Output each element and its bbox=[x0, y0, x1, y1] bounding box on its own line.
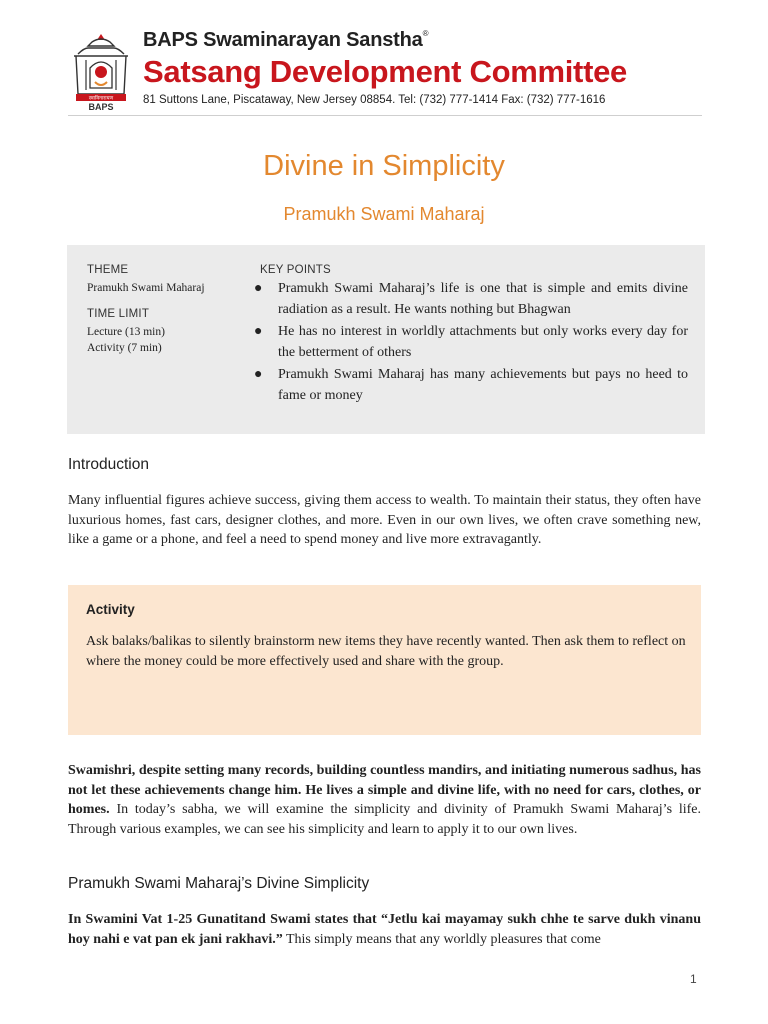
org-name: BAPS Swaminarayan Sanstha® bbox=[143, 29, 429, 51]
page-number: 1 bbox=[690, 972, 697, 986]
swamishri-normal-text: In today’s sabha, we will examine the simplicity and divinity of Pramukh Swami Maharaj’s life. Through various examples, we can see his simplicity and learn to apply it to our own lives. bbox=[68, 802, 701, 837]
theme-label: THEME bbox=[87, 264, 129, 276]
key-point: ● Pramukh Swami Maharaj has many achievements but pays no heed to fame or money bbox=[254, 364, 688, 406]
key-point: ● He has no interest in worldly attachments but only works every day for the betterment of others bbox=[254, 321, 688, 363]
time-lecture: Lecture (13 min) bbox=[87, 326, 165, 338]
section-heading-divine-simplicity: Pramukh Swami Maharaj’s Divine Simplicity bbox=[68, 875, 370, 892]
bullet-icon: ● bbox=[254, 281, 263, 296]
section2-paragraph bbox=[68, 910, 701, 949]
bullet-icon: ● bbox=[254, 324, 263, 339]
section2-normal-text: This simply means that any worldly pleasures that come bbox=[282, 931, 601, 947]
section2-bold-text: In Swamini Vat 1-25 Gunatitand Swami states that “Jetlu kai mayamay sukh chhe te sarve dukh vinanu hoy nahi e vat pan ek jani rakhavi.” bbox=[68, 912, 701, 947]
time-limit-label: TIME LIMIT bbox=[87, 308, 150, 320]
time-activity: Activity (7 min) bbox=[87, 342, 162, 354]
key-points-list bbox=[254, 278, 688, 407]
header-divider bbox=[68, 115, 702, 116]
address-line: 81 Suttons Lane, Piscataway, New Jersey 08854. Tel: (732) 777-1414 Fax: (732) 777-1616 bbox=[143, 94, 606, 106]
activity-heading: Activity bbox=[86, 602, 135, 617]
page-title: Divine in Simplicity bbox=[263, 150, 505, 182]
bullet-icon: ● bbox=[254, 367, 263, 382]
key-points-label: KEY POINTS bbox=[260, 264, 331, 276]
swamishri-bold-text: Swamishri, despite setting many records, building countless mandirs, and initiating numerous sadhus, has not let these achievements change him. He lives a simple and divine life, with no need for cars, clothes, or homes. bbox=[68, 763, 701, 817]
committee-name: Satsang Development Committee bbox=[143, 54, 627, 89]
introduction-heading: Introduction bbox=[68, 456, 149, 473]
introduction-text: Many influential figures achieve success, giving them access to wealth. To maintain their status, they often have luxurious homes, fast cars, designer clothes, and more. Even in our own lives, we often crave something new, like a game or a phone, and feel a need to spend money and live more extravagantly. bbox=[68, 493, 701, 547]
swamishri-paragraph bbox=[68, 761, 701, 839]
activity-text: Ask balaks/balikas to silently brainstorm new items they have recently wanted. Then ask them to reflect on where the money could be more effectively used and share with the group. bbox=[86, 634, 686, 669]
baps-logo bbox=[70, 32, 132, 112]
registered-mark: ® bbox=[422, 29, 429, 38]
theme-value: Pramukh Swami Maharaj bbox=[87, 282, 205, 294]
key-point: ● Pramukh Swami Maharaj’s life is one that is simple and emits divine radiation as a result. He wants nothing but Bhagwan bbox=[254, 278, 688, 320]
logo-caption: स्वामिनारायण bbox=[88, 95, 114, 102]
page-subtitle: Pramukh Swami Maharaj bbox=[283, 204, 485, 224]
logo-baps-text: BAPS bbox=[88, 102, 114, 112]
